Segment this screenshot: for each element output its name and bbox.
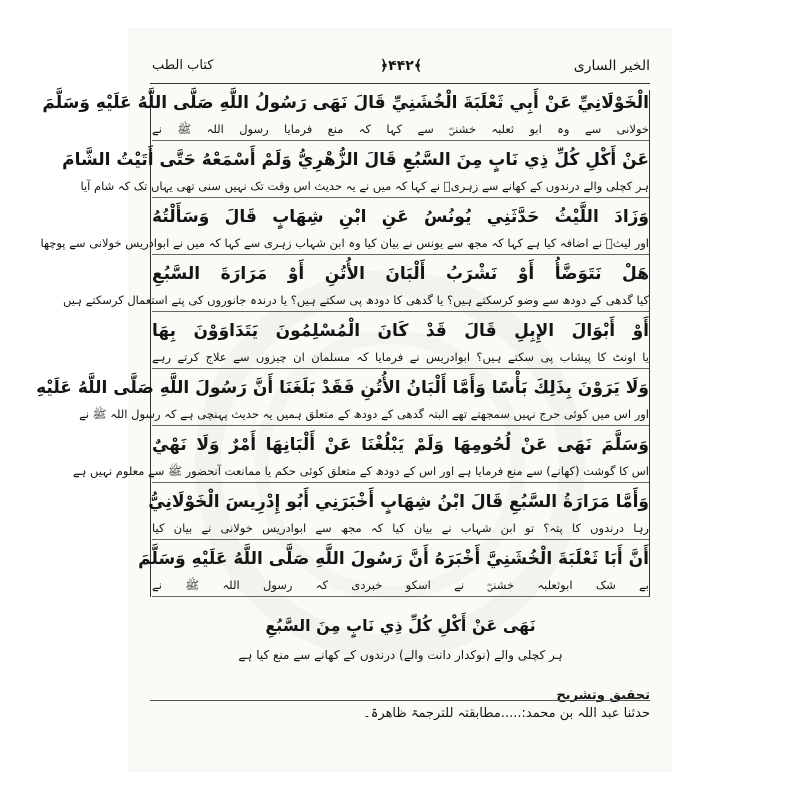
arabic-text-line: وَأَمَّا مَرَارَةُ السَّبُعِ قَالَ ابْنُ شِهَابٍ أَخْبَرَنِي أَبُو إِدْرِيسَ الْخَوْلَانِيُّ — [148, 492, 649, 512]
urdu-translation-line: رہا درندوں کا پتہ؟ تو ابن شہاب نے بیان کیا کہ مجھ سے ابوادریس خولانی نے بیان کیا — [152, 517, 649, 540]
urdu-translation-line: کیا گدھی کے دودھ سے وضو کرسکتے ہیں؟ یا گدھی کا دودھ پی سکتے ہیں؟ یا درندہ جانوروں کی پتے استعمال کرسکتے ہیں — [152, 289, 649, 312]
arabic-text-line: وَسَلَّمَ نَهَى عَنْ لُحُومِهَا وَلَمْ يَبْلُغْنَا عَنْ أَلْبَانِهَا أَمْرٌ وَلَا نَهْيٌ — [152, 435, 649, 455]
page-header — [152, 58, 650, 80]
urdu-translation-line: خولانی سے وہ ابو ثعلبہ خشنیؓ سے کہا کہ منع فرمایا رسول اللہ ﷺ نے — [152, 118, 649, 141]
footer-rule — [150, 700, 650, 701]
urdu-translation-line: یا اونٹ کا پیشاب پی سکتے ہیں؟ ابوادریس نے فرمایا کہ مسلمان ان چیزوں سے علاج کرتے رہے — [152, 346, 649, 369]
arabic-text-line: أَوْ أَبْوَالَ الإِبِلِ قَالَ قَدْ كَانَ الْمُسْلِمُونَ يَتَدَاوَوْنَ بِهَا — [152, 321, 649, 341]
arabic-text-line: وَزَادَ اللَّيْثُ حَدَّثَنِي يُونُسُ عَنِ ابْنِ شِهَابٍ قَالَ وَسَأَلْتُهُ — [152, 207, 649, 227]
section-heading: تحقیق وتشریح — [556, 688, 650, 703]
arabic-text-line: أَنَّ أَبَا ثَعْلَبَةَ الْخُشَنِيَّ أَخْبَرَهُ أَنَّ رَسُولَ اللَّهِ صَلَّى اللَّهُ عَلَيْهِ وَسَلَّمَ — [138, 549, 649, 569]
arabic-text-line: وَلَا يَرَوْنَ بِذَلِكَ بَأْسًا وَأَمَّا أَلْبَانُ الأُتُنِ فَقَدْ بَلَغَنَا أَنَّ رَسُولَ اللَّهِ صَلَّى اللَّهُ عَلَيْهِ — [36, 378, 649, 398]
arabic-text-line: هَلْ نَتَوَضَّأُ أَوْ نَشْرَبُ أَلْبَانَ الأُتُنِ أَوْ مَرَارَةَ السَّبُعِ — [152, 264, 649, 284]
header-chapter-title: کتاب الطب — [152, 58, 214, 73]
closing-urdu: ہر کچلی والے (نوکدار دانت والے) درندوں کے کھانے سے منع کیا ہے — [238, 648, 563, 662]
footer-line: حدثنا عبد اللہ بن محمد:.....مطابقتہ للترجمۃ ظاهرۃ۔ — [363, 706, 650, 721]
right-column-rule — [649, 90, 650, 597]
header-rule — [150, 83, 650, 84]
closing-arabic: نَهَى عَنْ أَكْلِ كُلِّ ذِي نَابٍ مِنَ السَّبُعِ — [265, 616, 536, 635]
urdu-translation-line: اور اس میں کوئی حرج نہیں سمجھتے تھے البتہ گدھی کے دودھ کے متعلق ہمیں یہ حدیث پہنچی ہے کہ رسول اللہ ﷺ نے — [152, 403, 649, 426]
arabic-text-line: عَنْ أَكْلِ كُلِّ ذِي نَابٍ مِنَ السَّبُعِ قَالَ الزُّهْرِيُّ وَلَمْ أَسْمَعْهُ حَتَّى أَتَيْتُ الشَّامَ — [62, 150, 649, 170]
header-book-title: الخیر الساری — [573, 58, 650, 74]
urdu-translation-line: اس کا گوشت (کھانے) سے منع فرمایا ہے اور اس کے دودھ کے متعلق کوئی حکم یا ممانعت آنحضور ﷺ سے معلوم نہیں ہے — [152, 460, 649, 483]
urdu-translation-line: اور لیثؒ نے اضافہ کیا ہے کہا کہ مجھ سے یونس نے بیان کیا وہ ابن شہاب زہری سے کہا کہ میں نے ابوادریس خولانی سے پوچھا — [152, 232, 649, 255]
header-page-number: ﴿۴۴۲﴾ — [379, 58, 423, 74]
urdu-translation-line: بے شک ابوثعلبہ خشنیؓ نے اسکو خبردی کہ رسول اللہ ﷺ نے — [152, 574, 649, 597]
arabic-text-line: الْخَوْلَانِيِّ عَنْ أَبِي ثَعْلَبَةَ الْخُشَنِيِّ قَالَ نَهَى رَسُولُ اللَّهِ صَلَّى اللَّهُ عَلَيْهِ وَسَلَّمَ — [42, 93, 649, 113]
urdu-translation-line: ہر کچلی والے درندوں کے کھانے سے زہریؒ نے کہا کہ میں نے یہ حدیث اس وقت تک نہیں سنی تھی یہاں تک کہ شام آیا — [152, 175, 649, 198]
